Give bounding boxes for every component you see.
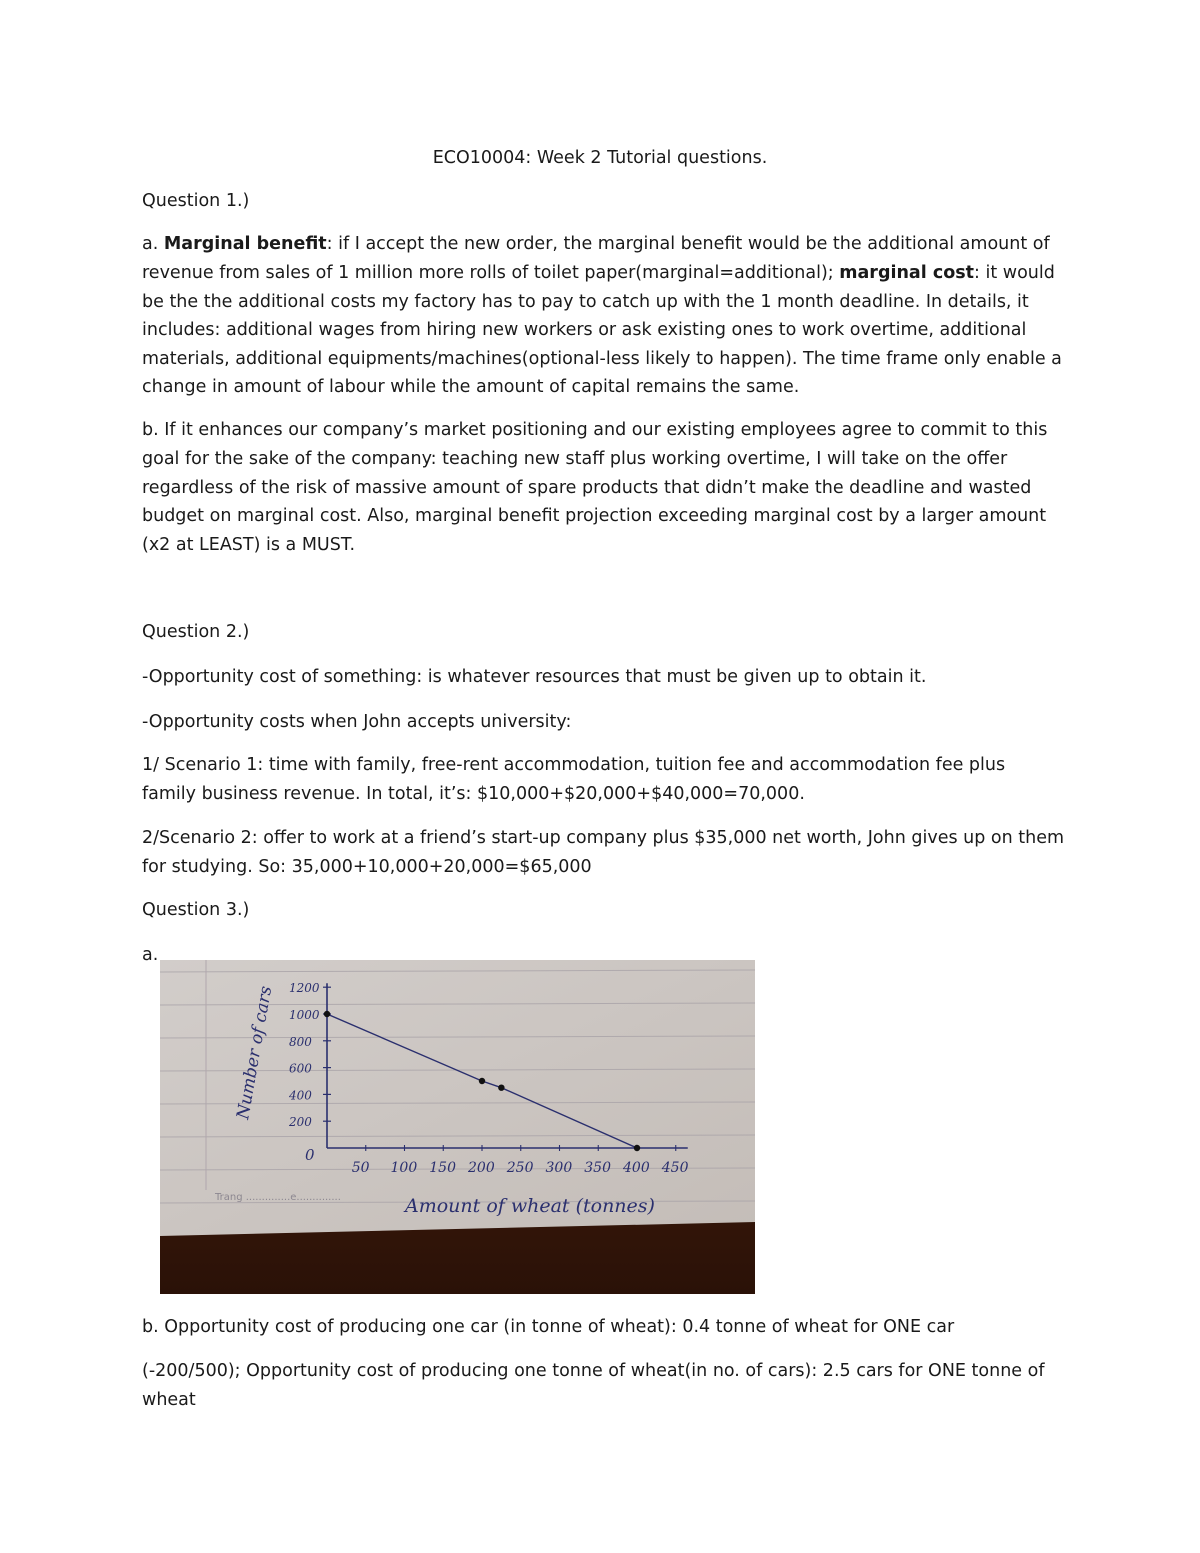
x-tick-label: 100: [390, 1160, 418, 1176]
data-point: [498, 1085, 504, 1091]
q3b-line-1: b. Opportunity cost of producing one car (in tonne of wheat): 0.4 tonne of wheat for ONE car: [142, 1317, 955, 1337]
q1a-line-5: materials, additional equipments/machines(optional-less likely to happen). The time frame only enable a: [142, 349, 1062, 369]
q1b-line-2: goal for the sake of the company: teaching new staff plus working overtime, I will take on the offer: [142, 449, 1008, 469]
q2-scenario-2-line-2: for studying. So: 35,000+10,000+20,000=$65,000: [142, 857, 592, 877]
question-2-heading: Question 2.): [142, 622, 250, 642]
q2-scenario-1-line-2: family business revenue. In total, it’s: $10,000+$20,000+$40,000=70,000.: [142, 784, 805, 804]
marginal-cost-label: marginal cost: [839, 263, 975, 283]
q1a-line-1-text: : if I accept the new order, the marginal benefit would be the additional amount of: [326, 234, 1050, 254]
x-tick-label: 450: [661, 1160, 689, 1176]
x-tick-label: 300: [545, 1160, 573, 1176]
q2-scenario-1-line-1: 1/ Scenario 1: time with family, free-rent accommodation, tuition fee and accommodation fee plus: [142, 755, 1006, 775]
data-point: [479, 1078, 485, 1084]
x-axis-label: Amount of wheat (tonnes): [405, 1195, 655, 1217]
question-1-heading: Question 1.): [142, 191, 250, 211]
q1b-line-3: regardless of the risk of massive amount of spare products that didn’t make the deadline and wasted: [142, 478, 1032, 498]
q1a-line-2-end: : it would: [974, 263, 1055, 283]
handwritten-graph-photo: [160, 960, 755, 1294]
y-tick-label: 1200: [289, 981, 320, 996]
q1b-line-5: (x2 at LEAST) is a MUST.: [142, 535, 356, 555]
q2-scenario-2-line-1: 2/Scenario 2: offer to work at a friend’s start-up company plus $35,000 net worth, John gives up on them: [142, 828, 1065, 848]
q1a-line-4: includes: additional wages from hiring new workers or ask existing ones to work overtime, additional: [142, 320, 1027, 340]
x-tick-label: 400: [623, 1160, 650, 1176]
q2-definition: -Opportunity cost of something: is whatever resources that must be given up to obtain it.: [142, 667, 927, 687]
x-tick-label: 350: [584, 1160, 611, 1176]
q1b-line-1: b. If it enhances our company’s market positioning and our existing employees agree to commit to this: [142, 420, 1048, 440]
q1a-line-6: change in amount of labour while the amount of capital remains the same.: [142, 377, 800, 397]
x-tick-label: 200: [468, 1160, 495, 1176]
q2-intro: -Opportunity costs when John accepts university:: [142, 712, 572, 732]
question-3-heading: Question 3.): [142, 900, 250, 920]
q1a-line-3: be the the additional costs my factory has to pay to catch up with the 1 month deadline. In details, it: [142, 292, 1029, 312]
x-tick-label: 250: [506, 1160, 534, 1176]
y-tick-label: 200: [289, 1115, 312, 1130]
y-axis-label: Number of cars: [233, 984, 277, 1121]
q1a-prefix: a.: [142, 234, 164, 254]
q3b-line-3: wheat: [142, 1390, 196, 1410]
marginal-benefit-label: Marginal benefit: [163, 234, 327, 254]
trang-footer: Trang ..............e..............: [215, 1192, 341, 1203]
q1b-line-4: budget on marginal cost. Also, marginal benefit projection exceeding marginal cost by a larger amount: [142, 506, 1047, 526]
y-tick-label: 600: [289, 1061, 312, 1076]
q1a-line-1: [142, 232, 1050, 256]
page-title: ECO10004: Week 2 Tutorial questions.: [432, 148, 768, 168]
data-point: [324, 1011, 330, 1017]
q3a-label: a.: [142, 945, 159, 965]
x-tick-label: 50: [351, 1160, 370, 1176]
data-point: [634, 1145, 640, 1151]
y-tick-label: 0: [305, 1146, 315, 1164]
y-tick-label: 400: [289, 1088, 312, 1103]
x-tick-label: 150: [429, 1160, 456, 1176]
y-tick-label: 800: [289, 1034, 312, 1049]
q1a-line-2: [142, 261, 1055, 285]
q3b-line-2: (-200/500); Opportunity cost of producing one tonne of wheat(in no. of cars): 2.5 cars for ONE tonne of: [142, 1361, 1045, 1381]
q1a-line-2-text: revenue from sales of 1 million more rolls of toilet paper(marginal=additional);: [142, 263, 840, 283]
y-tick-label: 1000: [289, 1008, 320, 1022]
